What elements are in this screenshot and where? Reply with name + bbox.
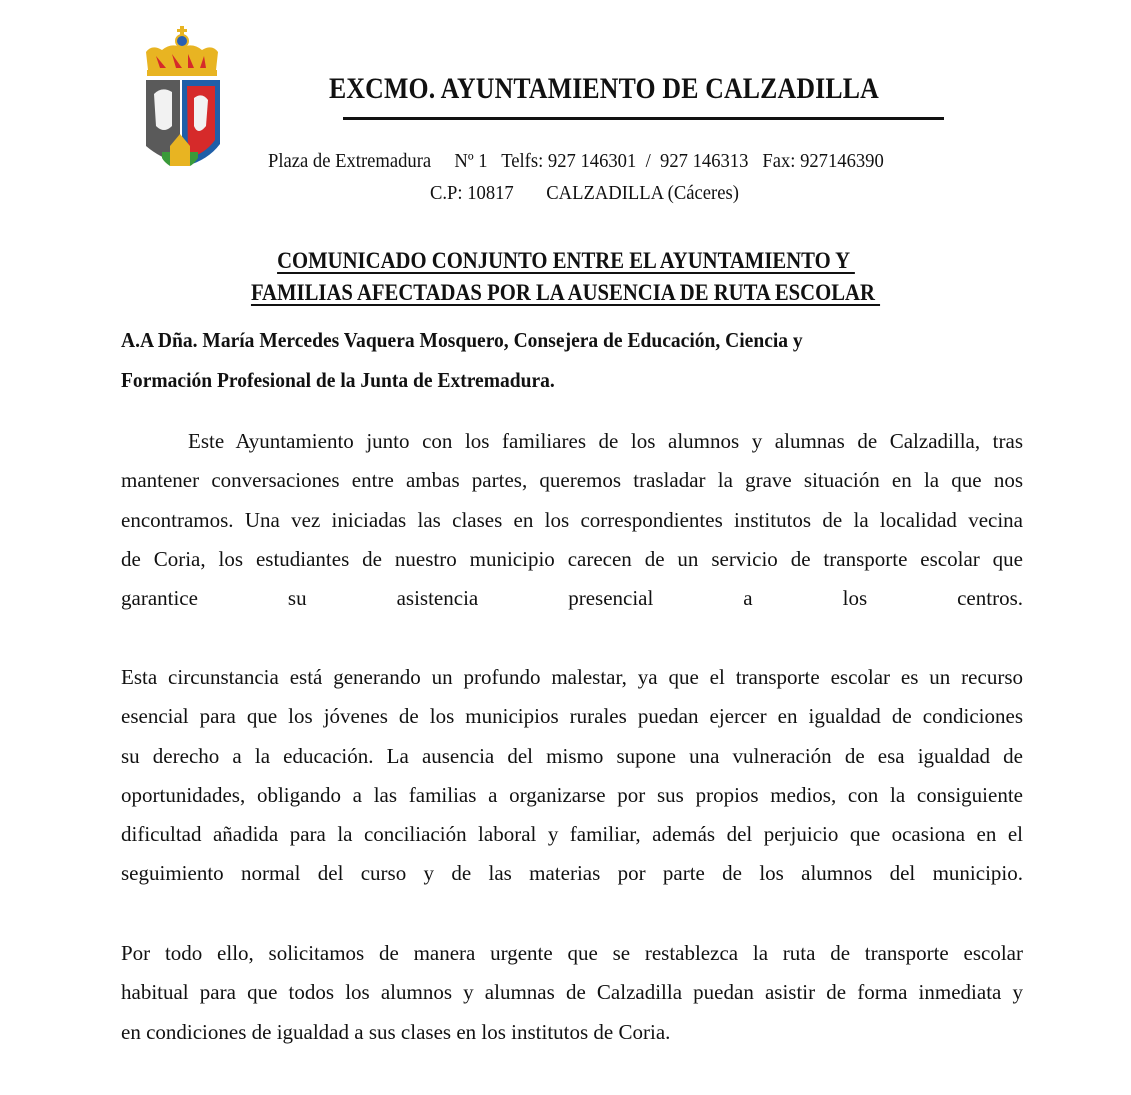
- paragraph-2-line: oportunidades, obligando a las familias a organizarse por sus propios medios, con la consiguiente: [121, 782, 1023, 807]
- paragraph-1-line: encontramos. Una vez iniciadas las clases en los correspondientes institutos de la localidad vecina: [121, 507, 1023, 532]
- recipient-line-1: A.A Dña. María Mercedes Vaquera Mosquero, Consejera de Educación, Ciencia y: [121, 328, 803, 352]
- paragraph-2-line: dificultad añadida para la conciliación laboral y familiar, además del perjuicio que ocasiona en el: [121, 822, 1023, 847]
- coat-of-arms-logo: [142, 26, 222, 168]
- paragraph-3-line: Por todo ello, solicitamos de manera urgente que se restablezca la ruta de transporte escolar: [121, 941, 1023, 965]
- document-heading-line-1: [0, 248, 1131, 274]
- paragraph-2-line: su derecho a la educación. La ausencia del mismo supone una vulneración de esa igualdad de: [121, 743, 1023, 768]
- body-paragraph-2: [121, 658, 1023, 894]
- paragraph-1-line: de Coria, los estudiantes de nuestro municipio carecen de un servicio de transporte escolar que: [121, 546, 1023, 571]
- body-paragraph-1: [121, 422, 1023, 618]
- body-paragraph-3: [121, 934, 1023, 1052]
- paragraph-1-line: garantice su asistencia presencial a los centros.: [121, 586, 1023, 611]
- recipient-line-2: Formación Profesional de la Junta de Extremadura.: [121, 368, 555, 392]
- title-underline-divider: [343, 117, 944, 120]
- heading-line-2-text: FAMILIAS AFECTADAS POR LA AUSENCIA DE RUTA ESCOLAR: [250, 280, 881, 305]
- paragraph-2-line: seguimiento normal del curso y de las materias por parte de los alumnos del municipio.: [121, 861, 1023, 886]
- paragraph-3-line: en condiciones de igualdad a sus clases en los institutos de Coria.: [121, 1019, 671, 1044]
- paragraph-1-line: mantener conversaciones entre ambas partes, queremos trasladar la grave situación en la que nos: [121, 468, 1023, 493]
- paragraph-3-line: habitual para que todos los alumnos y alumnas de Calzadilla puedan asistir de forma inmediata y: [121, 980, 1023, 1005]
- organization-title: EXCMO. AYUNTAMIENTO DE CALZADILLA: [329, 72, 879, 105]
- postal-code-line: C.P: 10817 CALZADILLA (Cáceres): [430, 182, 739, 204]
- paragraph-2-line: Esta circunstancia está generando un profundo malestar, ya que el transporte escolar es un recurso: [121, 665, 1023, 689]
- paragraph-2-line: esencial para que los jóvenes de los municipios rurales puedan ejercer en igualdad de condiciones: [121, 704, 1023, 729]
- paragraph-1-line: Este Ayuntamiento junto con los familiares de los alumnos y alumnas de Calzadilla, tras: [188, 429, 1023, 453]
- contact-address-line: Plaza de Extremadura Nº 1 Telfs: 927 146301 / 927 146313 Fax: 927146390: [268, 150, 884, 172]
- document-heading-line-2: [0, 280, 1131, 306]
- heading-line-1-text: COMUNICADO CONJUNTO ENTRE EL AYUNTAMIENTO Y: [276, 248, 855, 273]
